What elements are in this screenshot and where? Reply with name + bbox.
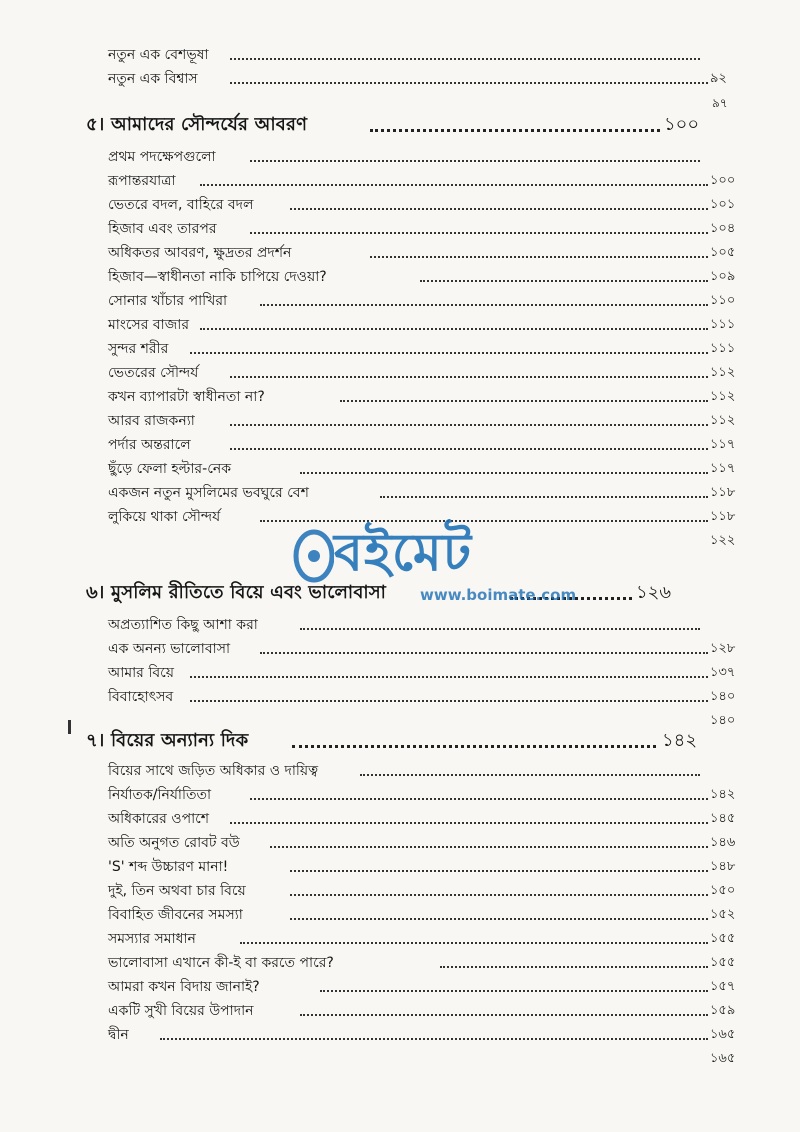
entry-page: ১১২ xyxy=(710,413,736,428)
dot-leader xyxy=(370,256,708,258)
chapter-page: ১৪২ xyxy=(662,730,698,751)
entry-title: রূপান্তরযাত্রা xyxy=(108,170,178,192)
entry-page: ১১১ xyxy=(710,317,736,332)
entry-title: অপ্রত্যাশিত কিছু আশা করা xyxy=(108,614,260,636)
dot-leader xyxy=(260,304,708,306)
entry-title: হিজাব এবং তারপর xyxy=(108,218,219,240)
entry-title: কখন ব্যাপারটা স্বাধীনতা না? xyxy=(108,386,267,408)
entry-page: ১৫৫ xyxy=(710,931,736,946)
chapter-title: ৬। মুসলিম রীতিতে বিয়ে এবং ভালোবাসা xyxy=(86,582,387,603)
dot-leader xyxy=(370,129,660,132)
entry-page: ১৫৭ xyxy=(710,979,736,994)
chapter-heading xyxy=(0,728,800,758)
dot-leader xyxy=(300,628,700,630)
toc-entry xyxy=(0,44,800,68)
entry-page: ১৪০ xyxy=(710,713,736,728)
chapter-page: ১২৬ xyxy=(636,582,672,603)
entry-page: ৯২ xyxy=(710,71,727,86)
entry-page: ১৫২ xyxy=(710,907,736,922)
dot-leader xyxy=(290,894,708,896)
dot-leader xyxy=(260,652,708,654)
entry-title: অধিকতর আবরণ, ক্ষুদ্রতর প্রদর্শন xyxy=(108,242,293,264)
dot-leader xyxy=(250,160,700,162)
entry-page: ১১০ xyxy=(710,293,736,308)
entry-title: সমস্যার সমাধান xyxy=(108,928,198,950)
chapter-heading xyxy=(0,112,800,142)
boimate-logo-icon xyxy=(290,524,334,584)
entry-page: ১০৯ xyxy=(710,269,736,284)
entry-title: দ্বীন xyxy=(108,1024,131,1046)
dot-leader xyxy=(230,58,700,60)
entry-page: ১০৪ xyxy=(710,221,736,236)
entry-page: ১৪৬ xyxy=(710,835,736,850)
dot-leader xyxy=(320,990,708,992)
entry-title: সুন্দর শরীর xyxy=(108,338,170,360)
dot-leader xyxy=(230,448,708,450)
dot-leader xyxy=(292,745,656,748)
entry-page: ১৪০ xyxy=(710,689,736,704)
entry-page: ১৬৫ xyxy=(710,1027,736,1042)
entry-title: আরব রাজকন্যা xyxy=(108,410,197,432)
dot-leader xyxy=(160,1038,708,1040)
dot-leader xyxy=(230,822,708,824)
dot-leader xyxy=(290,208,708,210)
dot-leader xyxy=(230,424,708,426)
entry-page: ১৬৫ xyxy=(710,1051,736,1066)
entry-title: ভেতরের সৌন্দর্য xyxy=(108,362,200,384)
dot-leader xyxy=(250,232,708,234)
chapter-page: ১০০ xyxy=(664,114,700,135)
dot-leader xyxy=(300,1014,708,1016)
chapter-title: ৫। আমাদের সৌন্দর্যের আবরণ xyxy=(86,114,308,135)
entry-title: লুকিয়ে থাকা সৌন্দর্য xyxy=(108,506,222,528)
dot-leader xyxy=(440,966,708,968)
dot-leader xyxy=(380,496,708,498)
entry-page: ১৫৫ xyxy=(710,955,736,970)
entry-title: অতি অনুগত রোবট বউ xyxy=(108,832,242,854)
dot-leader xyxy=(200,328,708,330)
toc-entry xyxy=(0,68,800,92)
chapter-title: ৭। বিয়ের অন্যান্য দিক xyxy=(86,730,249,751)
entry-title: মাংসের বাজার xyxy=(108,314,191,336)
entry-title: দুই, তিন অথবা চার বিয়ে xyxy=(108,880,248,902)
entry-page: ১১১ xyxy=(710,341,736,356)
dot-leader xyxy=(420,280,708,282)
entry-title: এক অনন্য ভালোবাসা xyxy=(108,638,232,660)
entry-title: পর্দার অন্তরালে xyxy=(108,434,193,456)
dot-leader xyxy=(200,184,708,186)
entry-page: ১৫০ xyxy=(710,883,736,898)
entry-title: বিবাহোৎসব xyxy=(108,686,175,708)
dot-leader xyxy=(270,846,708,848)
entry-page: ১০১ xyxy=(710,197,736,212)
entry-page: ৯৭ xyxy=(712,96,728,110)
entry-page: ১১২ xyxy=(710,365,736,380)
entry-title: অধিকারের ওপাশে xyxy=(108,808,211,830)
dot-leader xyxy=(230,82,708,84)
dot-leader xyxy=(240,942,708,944)
entry-title: নির্যাতক/নির্যাতিতা xyxy=(108,784,213,806)
dot-leader xyxy=(290,870,708,872)
watermark-text: বইমেট xyxy=(334,523,473,583)
entry-page: ১০৫ xyxy=(710,245,736,260)
dot-leader xyxy=(290,918,708,920)
entry-title: একটি সুখী বিয়ের উপাদান xyxy=(108,1000,256,1022)
entry-page: ১৪৫ xyxy=(710,811,736,826)
entry-title: নতুন এক বিশ্বাস xyxy=(108,68,200,90)
entry-page: ১০০ xyxy=(710,173,736,188)
entry-page: ১১২ xyxy=(710,389,736,404)
entry-page: ১২৮ xyxy=(710,641,736,656)
entry-title: সোনার খাঁচার পাখিরা xyxy=(108,290,229,312)
entry-page: ১১৭ xyxy=(710,461,736,476)
dot-leader xyxy=(250,798,708,800)
entry-title: ছুঁড়ে ফেলা হল্টার-নেক xyxy=(108,458,233,480)
entry-title: আমার বিয়ে xyxy=(108,662,176,684)
entry-page: ১১৭ xyxy=(710,437,736,452)
entry-page: ১৫৯ xyxy=(710,1003,736,1018)
entry-title: নতুন এক বেশভূষা xyxy=(108,44,211,66)
entry-page: ১৪৮ xyxy=(710,859,736,874)
dot-leader xyxy=(190,352,708,354)
entry-title: ভেতরে বদল, বাহিরে বদল xyxy=(108,194,255,216)
entry-page: ১১৮ xyxy=(710,509,736,524)
watermark-url: www.boimate.com xyxy=(420,586,577,604)
entry-title: একজন নতুন মুসলিমের ভবঘুরে বেশ xyxy=(108,482,311,504)
dot-leader xyxy=(190,676,708,678)
entry-page: ১১৮ xyxy=(710,485,736,500)
entry-page: ১২২ xyxy=(710,533,736,548)
entry-title: প্রথম পদক্ষেপগুলো xyxy=(108,146,218,168)
entry-page: ১৪২ xyxy=(710,787,736,802)
entry-page: ১৩৭ xyxy=(710,665,736,680)
entry-title: 'S' শব্দ উচ্চারণ মানা! xyxy=(108,856,230,878)
dot-leader xyxy=(340,400,708,402)
entry-title: ভালোবাসা এখানে কী-ই বা করতে পারে? xyxy=(108,952,336,974)
entry-title: হিজাব—স্বাধীনতা নাকি চাপিয়ে দেওয়া? xyxy=(108,266,329,288)
dot-leader xyxy=(190,700,708,702)
dot-leader xyxy=(360,774,700,776)
entry-title: বিয়ের সাথে জড়িত অধিকার ও দায়িত্ব xyxy=(108,760,320,782)
dot-leader xyxy=(230,376,708,378)
entry-title: বিবাহিত জীবনের সমস্যা xyxy=(108,904,245,926)
entry-title: আমরা কখন বিদায় জানাই? xyxy=(108,976,262,998)
boimate-watermark xyxy=(290,518,577,618)
dot-leader xyxy=(300,472,708,474)
